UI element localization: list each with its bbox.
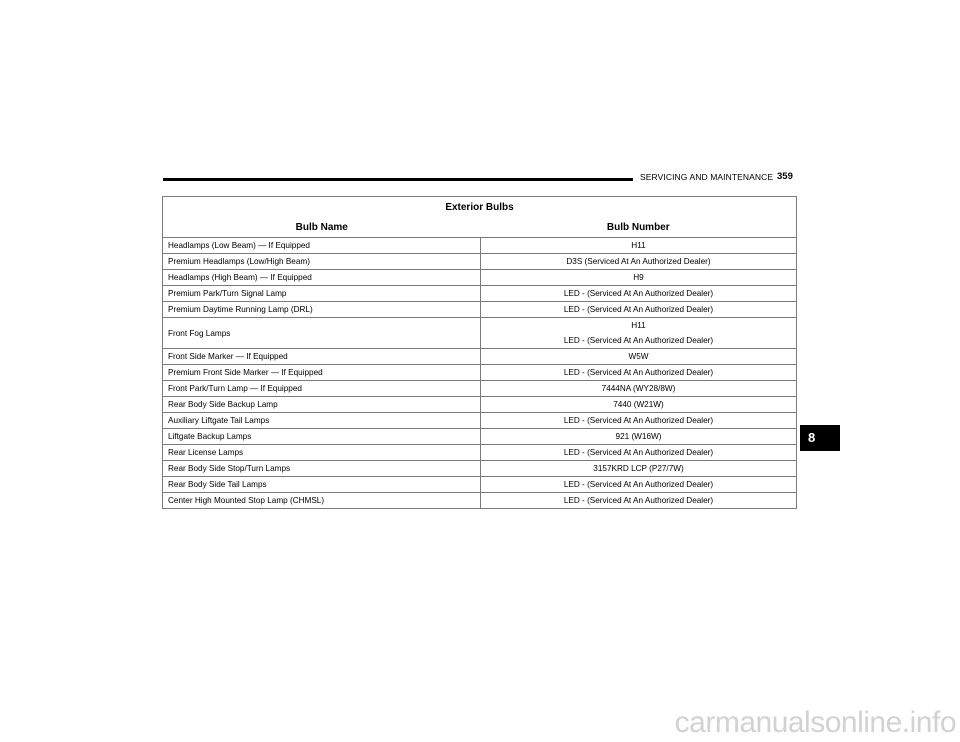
bulb-name-cell: Rear License Lamps <box>163 445 481 461</box>
bulb-number-cell <box>481 270 797 286</box>
bulb-number-value: W5W <box>628 352 649 361</box>
chapter-tab: 8 <box>800 425 840 451</box>
bulb-number-cell <box>481 381 797 397</box>
bulb-number-value: H11 <box>631 241 646 250</box>
bulb-number-cell <box>481 254 797 270</box>
bulb-number-cell <box>481 445 797 461</box>
table-row <box>163 254 797 270</box>
bulb-name-cell: Premium Park/Turn Signal Lamp <box>163 286 481 302</box>
table-row <box>163 270 797 286</box>
table-row <box>163 238 797 254</box>
bulb-name-cell: Center High Mounted Stop Lamp (CHMSL) <box>163 493 481 509</box>
table-row <box>163 302 797 318</box>
bulb-name-cell: Liftgate Backup Lamps <box>163 429 481 445</box>
table-row <box>163 381 797 397</box>
bulb-name-cell: Premium Headlamps (Low/High Beam) <box>163 254 481 270</box>
table-row <box>163 349 797 365</box>
bulb-name-cell: Front Side Marker — If Equipped <box>163 349 481 365</box>
table-row <box>163 429 797 445</box>
column-header-bulb-number: Bulb Number <box>481 218 797 238</box>
bulb-number-cell <box>481 238 797 254</box>
bulb-number-value: D3S (Serviced At An Authorized Dealer) <box>566 257 711 266</box>
table-title: Exterior Bulbs <box>163 197 797 219</box>
page-number: 359 <box>777 171 793 182</box>
bulb-number-value: LED - (Serviced At An Authorized Dealer) <box>563 368 714 377</box>
bulb-number-cell <box>481 365 797 381</box>
exterior-bulbs-table <box>162 196 797 509</box>
bulb-number-value: LED - (Serviced At An Authorized Dealer) <box>563 448 714 457</box>
bulb-number-cell <box>481 302 797 318</box>
bulb-name-cell: Rear Body Side Tail Lamps <box>163 477 481 493</box>
bulb-number-value: LED - (Serviced At An Authorized Dealer) <box>563 305 714 314</box>
bulb-number-cell <box>481 429 797 445</box>
bulb-number-value: 7440 (W21W) <box>613 400 664 409</box>
bulb-number-value: LED - (Serviced At An Authorized Dealer) <box>563 336 714 345</box>
bulb-number-value: LED - (Serviced At An Authorized Dealer) <box>563 480 714 489</box>
bulb-name-cell: Headlamps (Low Beam) — If Equipped <box>163 238 481 254</box>
bulb-name-cell: Premium Front Side Marker — If Equipped <box>163 365 481 381</box>
table-row <box>163 445 797 461</box>
bulb-name-cell: Front Park/Turn Lamp — If Equipped <box>163 381 481 397</box>
table-row <box>163 493 797 509</box>
bulb-number-value: LED - (Serviced At An Authorized Dealer) <box>563 289 714 298</box>
bulb-number-value: 921 (W16W) <box>615 432 662 441</box>
table-row <box>163 318 797 349</box>
bulb-name-cell: Rear Body Side Backup Lamp <box>163 397 481 413</box>
bulb-name-cell: Front Fog Lamps <box>163 318 481 349</box>
table-row <box>163 461 797 477</box>
bulb-number-cell <box>481 349 797 365</box>
table-row <box>163 365 797 381</box>
bulb-number-value: LED - (Serviced At An Authorized Dealer) <box>563 496 714 505</box>
bulb-number-cell <box>481 461 797 477</box>
section-title: SERVICING AND MAINTENANCE <box>640 172 774 182</box>
table-body <box>163 238 797 509</box>
bulb-number-cell <box>481 477 797 493</box>
bulb-number-value: H9 <box>633 273 644 282</box>
bulb-number-value: LED - (Serviced At An Authorized Dealer) <box>563 416 714 425</box>
bulb-number-cell <box>481 318 797 349</box>
bulb-name-cell: Premium Daytime Running Lamp (DRL) <box>163 302 481 318</box>
table-row <box>163 397 797 413</box>
bulb-name-cell: Headlamps (High Beam) — If Equipped <box>163 270 481 286</box>
watermark: carmanualsonline.info <box>674 706 956 739</box>
bulb-name-cell: Auxiliary Liftgate Tail Lamps <box>163 413 481 429</box>
table-row <box>163 477 797 493</box>
column-header-bulb-name: Bulb Name <box>163 218 481 238</box>
table-row <box>163 413 797 429</box>
bulb-number-value: 7444NA (WY28/8W) <box>601 384 676 393</box>
bulb-number-value: H11 <box>631 321 646 330</box>
bulb-number-cell <box>481 286 797 302</box>
bulb-number-cell <box>481 413 797 429</box>
bulb-number-cell <box>481 493 797 509</box>
table-row <box>163 286 797 302</box>
bulb-name-cell: Rear Body Side Stop/Turn Lamps <box>163 461 481 477</box>
header-rule <box>163 178 633 181</box>
bulb-number-value: 3157KRD LCP (P27/7W) <box>593 464 684 473</box>
bulb-number-cell <box>481 397 797 413</box>
